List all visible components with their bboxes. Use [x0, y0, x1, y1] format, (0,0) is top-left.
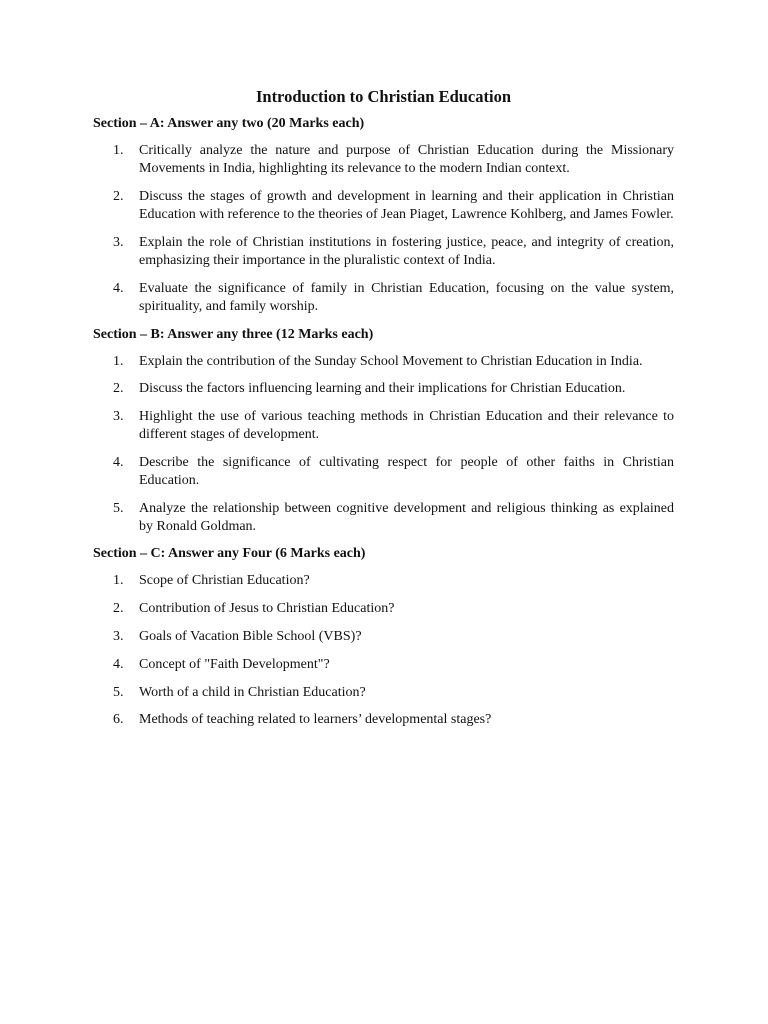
question-item — [93, 628, 674, 646]
question-number: 2. — [113, 601, 124, 617]
question-item — [93, 234, 674, 271]
question-text: Evaluate the significance of family in Christian Education, focusing on the value system, spirituality, and family worship. — [139, 280, 674, 314]
question-number: 4. — [113, 280, 124, 296]
question-item — [93, 188, 674, 225]
question-number: 2. — [113, 381, 124, 397]
question-text: Explain the role of Christian institutions in fostering justice, peace, and integrity of creation, emphasizing their importance in the pluralistic context of India. — [139, 234, 674, 269]
question-number: 3. — [113, 408, 124, 424]
question-text: Critically analyze the nature and purpose of Christian Education during the Missionary Movements in India, highlighting its relevance to the modern Indian context. — [139, 143, 674, 177]
question-item — [93, 656, 674, 674]
question-list — [93, 572, 674, 729]
question-item — [93, 408, 674, 445]
question-number: 5. — [113, 500, 124, 516]
question-item — [93, 684, 674, 702]
question-list — [93, 353, 674, 537]
question-number: 4. — [113, 656, 124, 672]
question-number: 3. — [113, 629, 124, 645]
question-list — [93, 142, 674, 316]
question-number: 1. — [113, 143, 124, 158]
question-item — [93, 380, 674, 398]
question-item — [93, 280, 674, 317]
question-text: Explain the contribution of the Sunday School Movement to Christian Education in India. — [139, 353, 643, 369]
question-number: 5. — [113, 684, 124, 700]
question-item — [93, 572, 674, 590]
section-heading: Section – B: Answer any three (12 Marks each) — [93, 326, 374, 342]
question-text: Discuss the factors influencing learning and their implications for Christian Education. — [139, 381, 626, 397]
page-title: Introduction to Christian Education — [255, 87, 512, 106]
question-text: Worth of a child in Christian Education? — [139, 684, 366, 700]
section-b — [93, 326, 674, 537]
section-a — [93, 115, 674, 316]
question-number: 4. — [113, 454, 124, 470]
question-text: Discuss the stages of growth and development in learning and their application in Christian Education with reference to the theories of Jean Piaget, Lawrence Kohlberg, and James Fowler. — [139, 188, 674, 223]
question-number: 1. — [113, 353, 124, 369]
question-text: Contribution of Jesus to Christian Education? — [139, 601, 395, 617]
question-item — [93, 600, 674, 618]
question-number: 1. — [113, 573, 124, 589]
question-item — [93, 353, 674, 371]
question-number: 3. — [113, 234, 124, 250]
question-text: Scope of Christian Education? — [139, 573, 310, 589]
question-text: Analyze the relationship between cognitive development and religious thinking as explained by Ronald Goldman. — [139, 500, 674, 534]
question-item — [93, 454, 674, 491]
section-c — [93, 545, 674, 729]
question-item — [93, 142, 674, 179]
question-text: Concept of "Faith Development"? — [139, 656, 330, 672]
question-text: Goals of Vacation Bible School (VBS)? — [139, 629, 362, 645]
question-text: Methods of teaching related to learners’ developmental stages? — [139, 712, 492, 728]
question-item — [93, 711, 674, 729]
question-text: Describe the significance of cultivating respect for people of other faiths in Christian Education. — [139, 454, 674, 488]
question-text: Highlight the use of various teaching methods in Christian Education and their relevance to different stages of development. — [139, 408, 674, 443]
question-number: 6. — [113, 712, 124, 728]
section-heading: Section – C: Answer any Four (6 Marks each) — [93, 546, 366, 562]
section-heading: Section – A: Answer any two (20 Marks each) — [93, 116, 365, 131]
question-item — [93, 500, 674, 537]
question-number: 2. — [113, 188, 124, 204]
